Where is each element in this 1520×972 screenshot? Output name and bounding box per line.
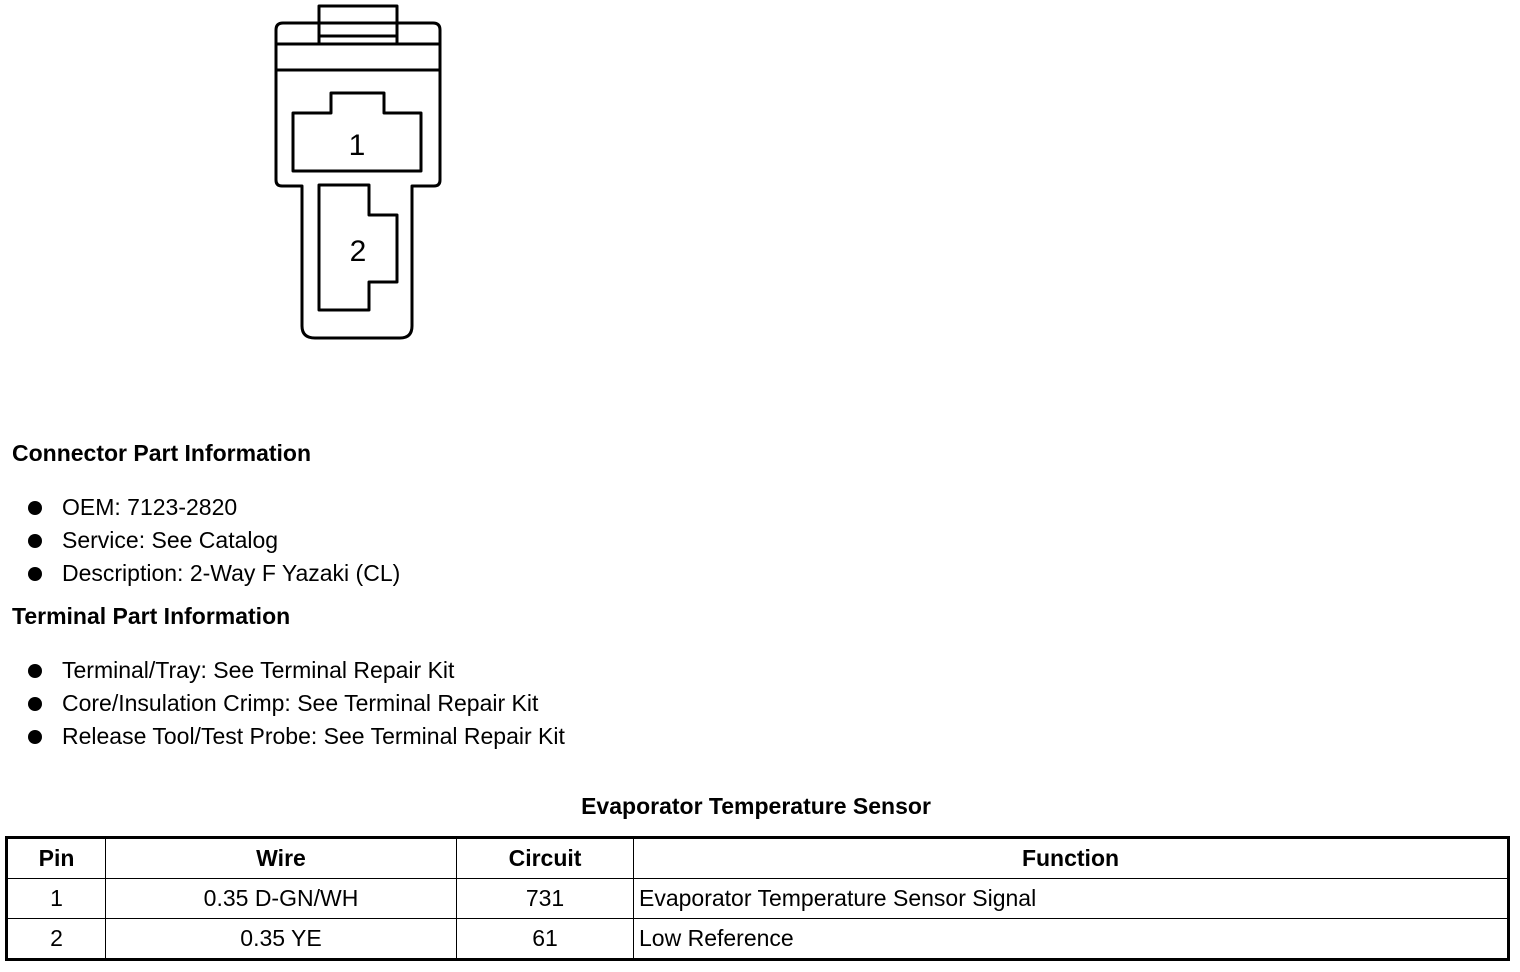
list-item: [28, 687, 565, 720]
cavity-2-label: 2: [349, 235, 367, 268]
column-header-circuit: Circuit: [457, 838, 634, 879]
cell-pin: 2: [7, 919, 106, 960]
cell-circuit: 731: [457, 879, 634, 919]
column-header-wire: Wire: [106, 838, 457, 879]
cell-function: Evaporator Temperature Sensor Signal: [634, 879, 1509, 919]
connector-part-info-list: [28, 491, 400, 590]
terminal-part-info-list: [28, 654, 565, 753]
list-item-text: Terminal/Tray: See Terminal Repair Kit: [62, 657, 455, 683]
list-item-text: Service: See Catalog: [62, 527, 279, 553]
list-item: [28, 491, 400, 524]
list-item-text: OEM: 7123-2820: [62, 494, 238, 520]
cell-pin: 1: [7, 879, 106, 919]
cell-circuit: 61: [457, 919, 634, 960]
pin-table-title: Evaporator Temperature Sensor: [581, 793, 931, 819]
pin-table: [5, 836, 1510, 961]
list-item-text: Release Tool/Test Probe: See Terminal Repair Kit: [62, 723, 565, 749]
connector-latch-tab: [319, 6, 397, 44]
connector-part-info-heading: Connector Part Information: [12, 440, 312, 466]
table-header-row: [7, 838, 1509, 879]
cell-wire: 0.35 D-GN/WH: [106, 879, 457, 919]
bullet-icon: [28, 501, 42, 515]
terminal-part-info-heading: Terminal Part Information: [12, 603, 291, 629]
connector-face-diagram: [0, 0, 470, 360]
column-header-function: Function: [634, 838, 1509, 879]
cell-function: Low Reference: [634, 919, 1509, 960]
table-row: [7, 879, 1509, 919]
column-header-pin: Pin: [7, 838, 106, 879]
bullet-icon: [28, 534, 42, 548]
bullet-icon: [28, 697, 42, 711]
list-item: [28, 654, 565, 687]
table-row: [7, 919, 1509, 960]
bullet-icon: [28, 730, 42, 744]
bullet-icon: [28, 567, 42, 581]
bullet-icon: [28, 664, 42, 678]
list-item-text: Description: 2-Way F Yazaki (CL): [62, 560, 401, 586]
list-item: [28, 557, 400, 590]
list-item: [28, 524, 400, 557]
list-item: [28, 720, 565, 753]
cell-wire: 0.35 YE: [106, 919, 457, 960]
list-item-text: Core/Insulation Crimp: See Terminal Repair Kit: [62, 690, 539, 716]
cavity-1-label: 1: [348, 129, 366, 162]
